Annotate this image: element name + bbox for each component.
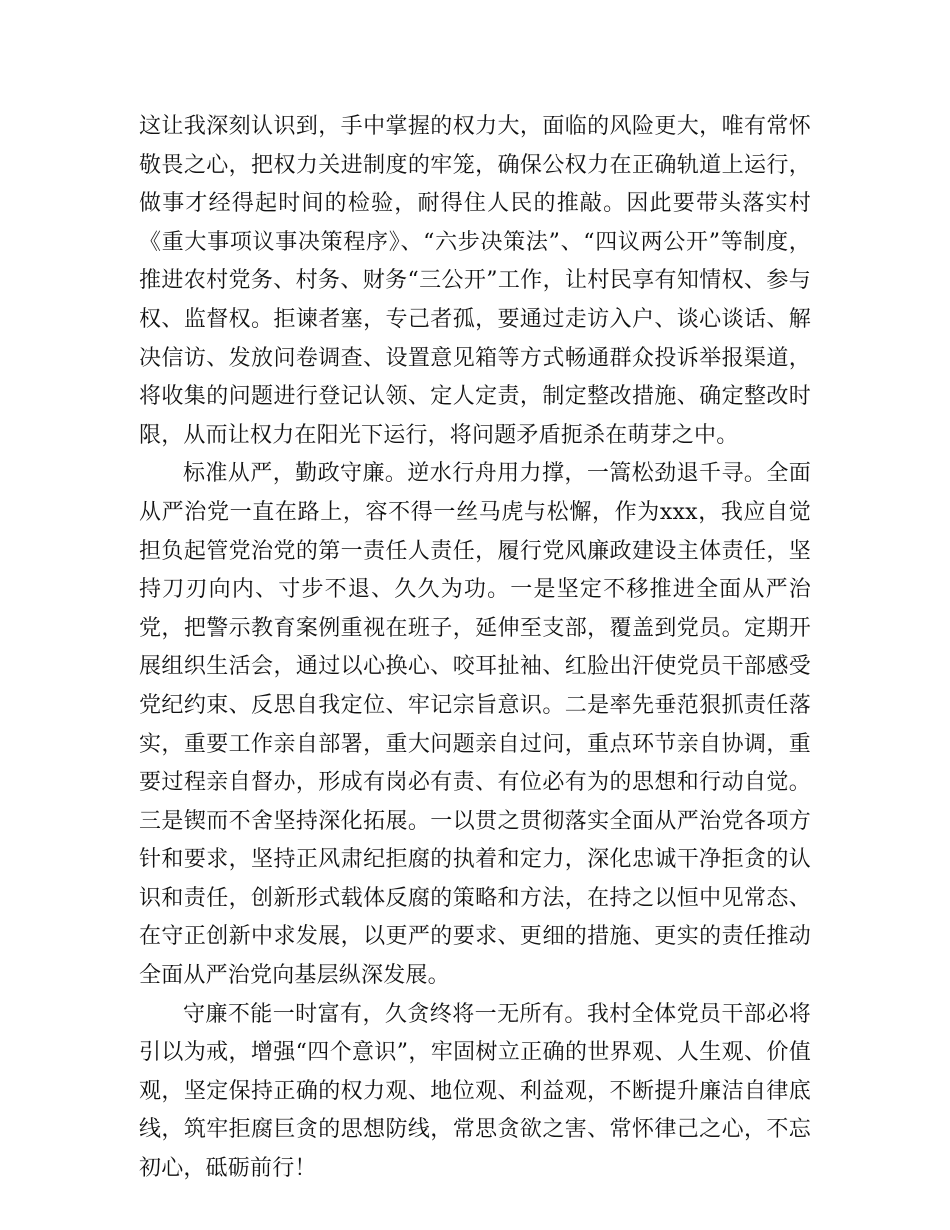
- paragraph-2: 标准从严，勤政守廉。逆水行舟用力撑，一篙松劲退千寻。全面从严治党一直在路上，容不得一丝马虎与松懈，作为xxx，我应自觉担负起管党治党的第一责任人责任，履行党风廉政建设主体责任，坚持刀刃向内、寸步不退、久久为功。一是坚定不移推进全面从严治党，把警示教育案例重视在班子，延伸至支部，覆盖到党员。定期开展组织生活会，通过以心换心、咬耳扯袖、红脸出汗使党员干部感受党纪约束、反思自我定位、牢记宗旨意识。二是率先垂范狠抓责任落实，重要工作亲自部署，重大问题亲自过问，重点环节亲自协调，重要过程亲自督办，形成有岗必有责、有位必有为的思想和行动自觉。三是锲而不舍坚持深化拓展。一以贯之贯彻落实全面从严治党各项方针和要求，坚持正风肃纪拒腐的执着和定力，深化忠诚干净拒贪的认识和责任，创新形式载体反腐的策略和方法，在持之以恒中见常态、在守正创新中求发展，以更严的要求、更细的措施、更实的责任推动全面从严治党向基层纵深发展。: [139, 461, 811, 989]
- paragraph-1: 这让我深刻认识到，手中掌握的权力大，面临的风险更大，唯有常怀敬畏之心，把权力关进制度的牢笼，确保公权力在正确轨道上运行，做事才经得起时间的检验，耐得住人民的推敲。因此要带头落实村《重大事项议事决策程序》、“六步决策法”、“四议两公开”等制度，推进农村党务、村务、财务“三公开”工作，让村民享有知情权、参与权、监督权。拒谏者塞，专己者孤，要通过走访入户、谈心谈话、解决信访、发放问卷调查、设置意见箱等方式畅通群众投诉举报渠道，将收集的问题进行登记认领、定人定责，制定整改措施、确定整改时限，从而让权力在阳光下运行，将问题矛盾扼杀在萌芽之中。: [139, 114, 811, 448]
- paragraph-3: 守廉不能一时富有，久贪终将一无所有。我村全体党员干部必将引以为戒，增强“四个意识”，牢固树立正确的世界观、人生观、价值观，坚定保持正确的权力观、地位观、利益观，不断提升廉洁自律底线，筑牢拒腐巨贪的思想防线，常思贪欲之害、常怀律己之心，不忘初心，砥砺前行！: [139, 1001, 811, 1182]
- document-page: [139, 108, 811, 1189]
